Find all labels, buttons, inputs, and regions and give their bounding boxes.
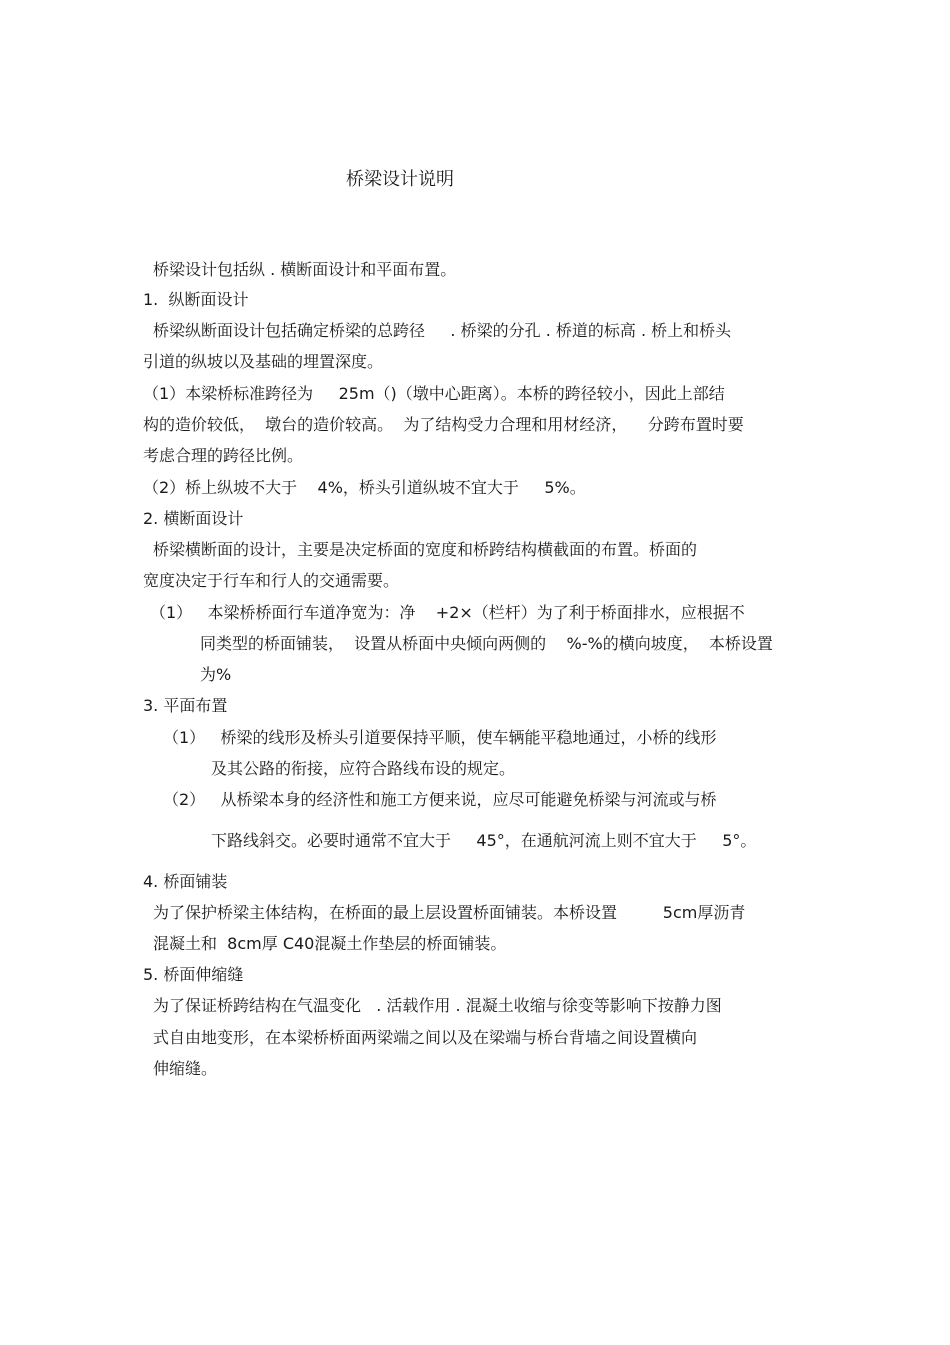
paragraph-line: 为了保护桥梁主体结构，在桥面的最上层设置桥面铺装。本桥设置 5cm厚沥青 <box>153 903 746 922</box>
list-item-line: 下路线斜交。必要时通常不宜大于 45°，在通航河流上则不宜大于 5°。 <box>211 831 757 850</box>
section-heading-4: 4. 桥面铺装 <box>143 872 228 891</box>
list-item-line: 为% <box>200 665 232 684</box>
section-heading-2: 2. 横断面设计 <box>143 509 244 528</box>
section-heading-1: 1. 纵断面设计 <box>143 290 249 309</box>
list-item-line: （2） 从桥梁本身的经济性和施工方便来说，应尽可能避免桥梁与河流或与桥 <box>163 790 717 809</box>
document-title: 桥梁设计说明 <box>346 169 454 190</box>
paragraph-line: 为了保证桥跨结构在气温变化 . 活载作用 . 混凝土收缩与徐变等影响下按静力图 <box>153 996 722 1015</box>
paragraph-line: 考虑合理的跨径比例。 <box>143 446 304 465</box>
paragraph-line: 宽度决定于行车和行人的交通需要。 <box>143 571 400 590</box>
paragraph-line: 桥梁横断面的设计，主要是决定桥面的宽度和桥跨结构横截面的布置。桥面的 <box>153 540 698 559</box>
intro-paragraph: 桥梁设计包括纵 . 横断面设计和平面布置。 <box>153 260 457 279</box>
section-heading-5: 5. 桥面伸缩缝 <box>143 965 244 984</box>
paragraph-line: 混凝土和 8cm厚 C40混凝土作垫层的桥面铺装。 <box>153 934 507 953</box>
list-item-line: （1） 本梁桥桥面行车道净宽为：净 +2×（栏杆）为了利于桥面排水，应根据不 <box>150 603 745 622</box>
list-item-line: （1） 桥梁的线形及桥头引道要保持平顺，使车辆能平稳地通过，小桥的线形 <box>163 728 717 747</box>
paragraph-line: 桥梁纵断面设计包括确定桥梁的总跨径 . 桥梁的分孔 . 桥道的标高 . 桥上和桥头 <box>153 321 732 340</box>
list-item-line: 及其公路的衔接，应符合路线布设的规定。 <box>211 759 516 778</box>
section-heading-3: 3. 平面布置 <box>143 696 228 715</box>
list-item-line: 同类型的桥面铺装， 设置从桥面中央倾向两侧的 %-%的横向坡度， 本桥设置 <box>200 634 773 653</box>
paragraph-line: 伸缩缝。 <box>153 1059 218 1078</box>
paragraph-line: （1）本梁桥标准跨径为 25m（)（墩中心距离）。本桥的跨径较小，因此上部结 <box>143 384 725 403</box>
paragraph-line: 式自由地变形，在本梁桥桥面两梁端之间以及在梁端与桥台背墙之间设置横向 <box>153 1028 698 1047</box>
paragraph-line: （2）桥上纵坡不大于 4%，桥头引道纵坡不宜大于 5%。 <box>143 478 586 497</box>
paragraph-line: 引道的纵坡以及基础的埋置深度。 <box>143 352 384 371</box>
paragraph-line: 构的造价较低， 墩台的造价较高。 为了结构受力合理和用材经济， 分跨布置时要 <box>143 415 744 434</box>
